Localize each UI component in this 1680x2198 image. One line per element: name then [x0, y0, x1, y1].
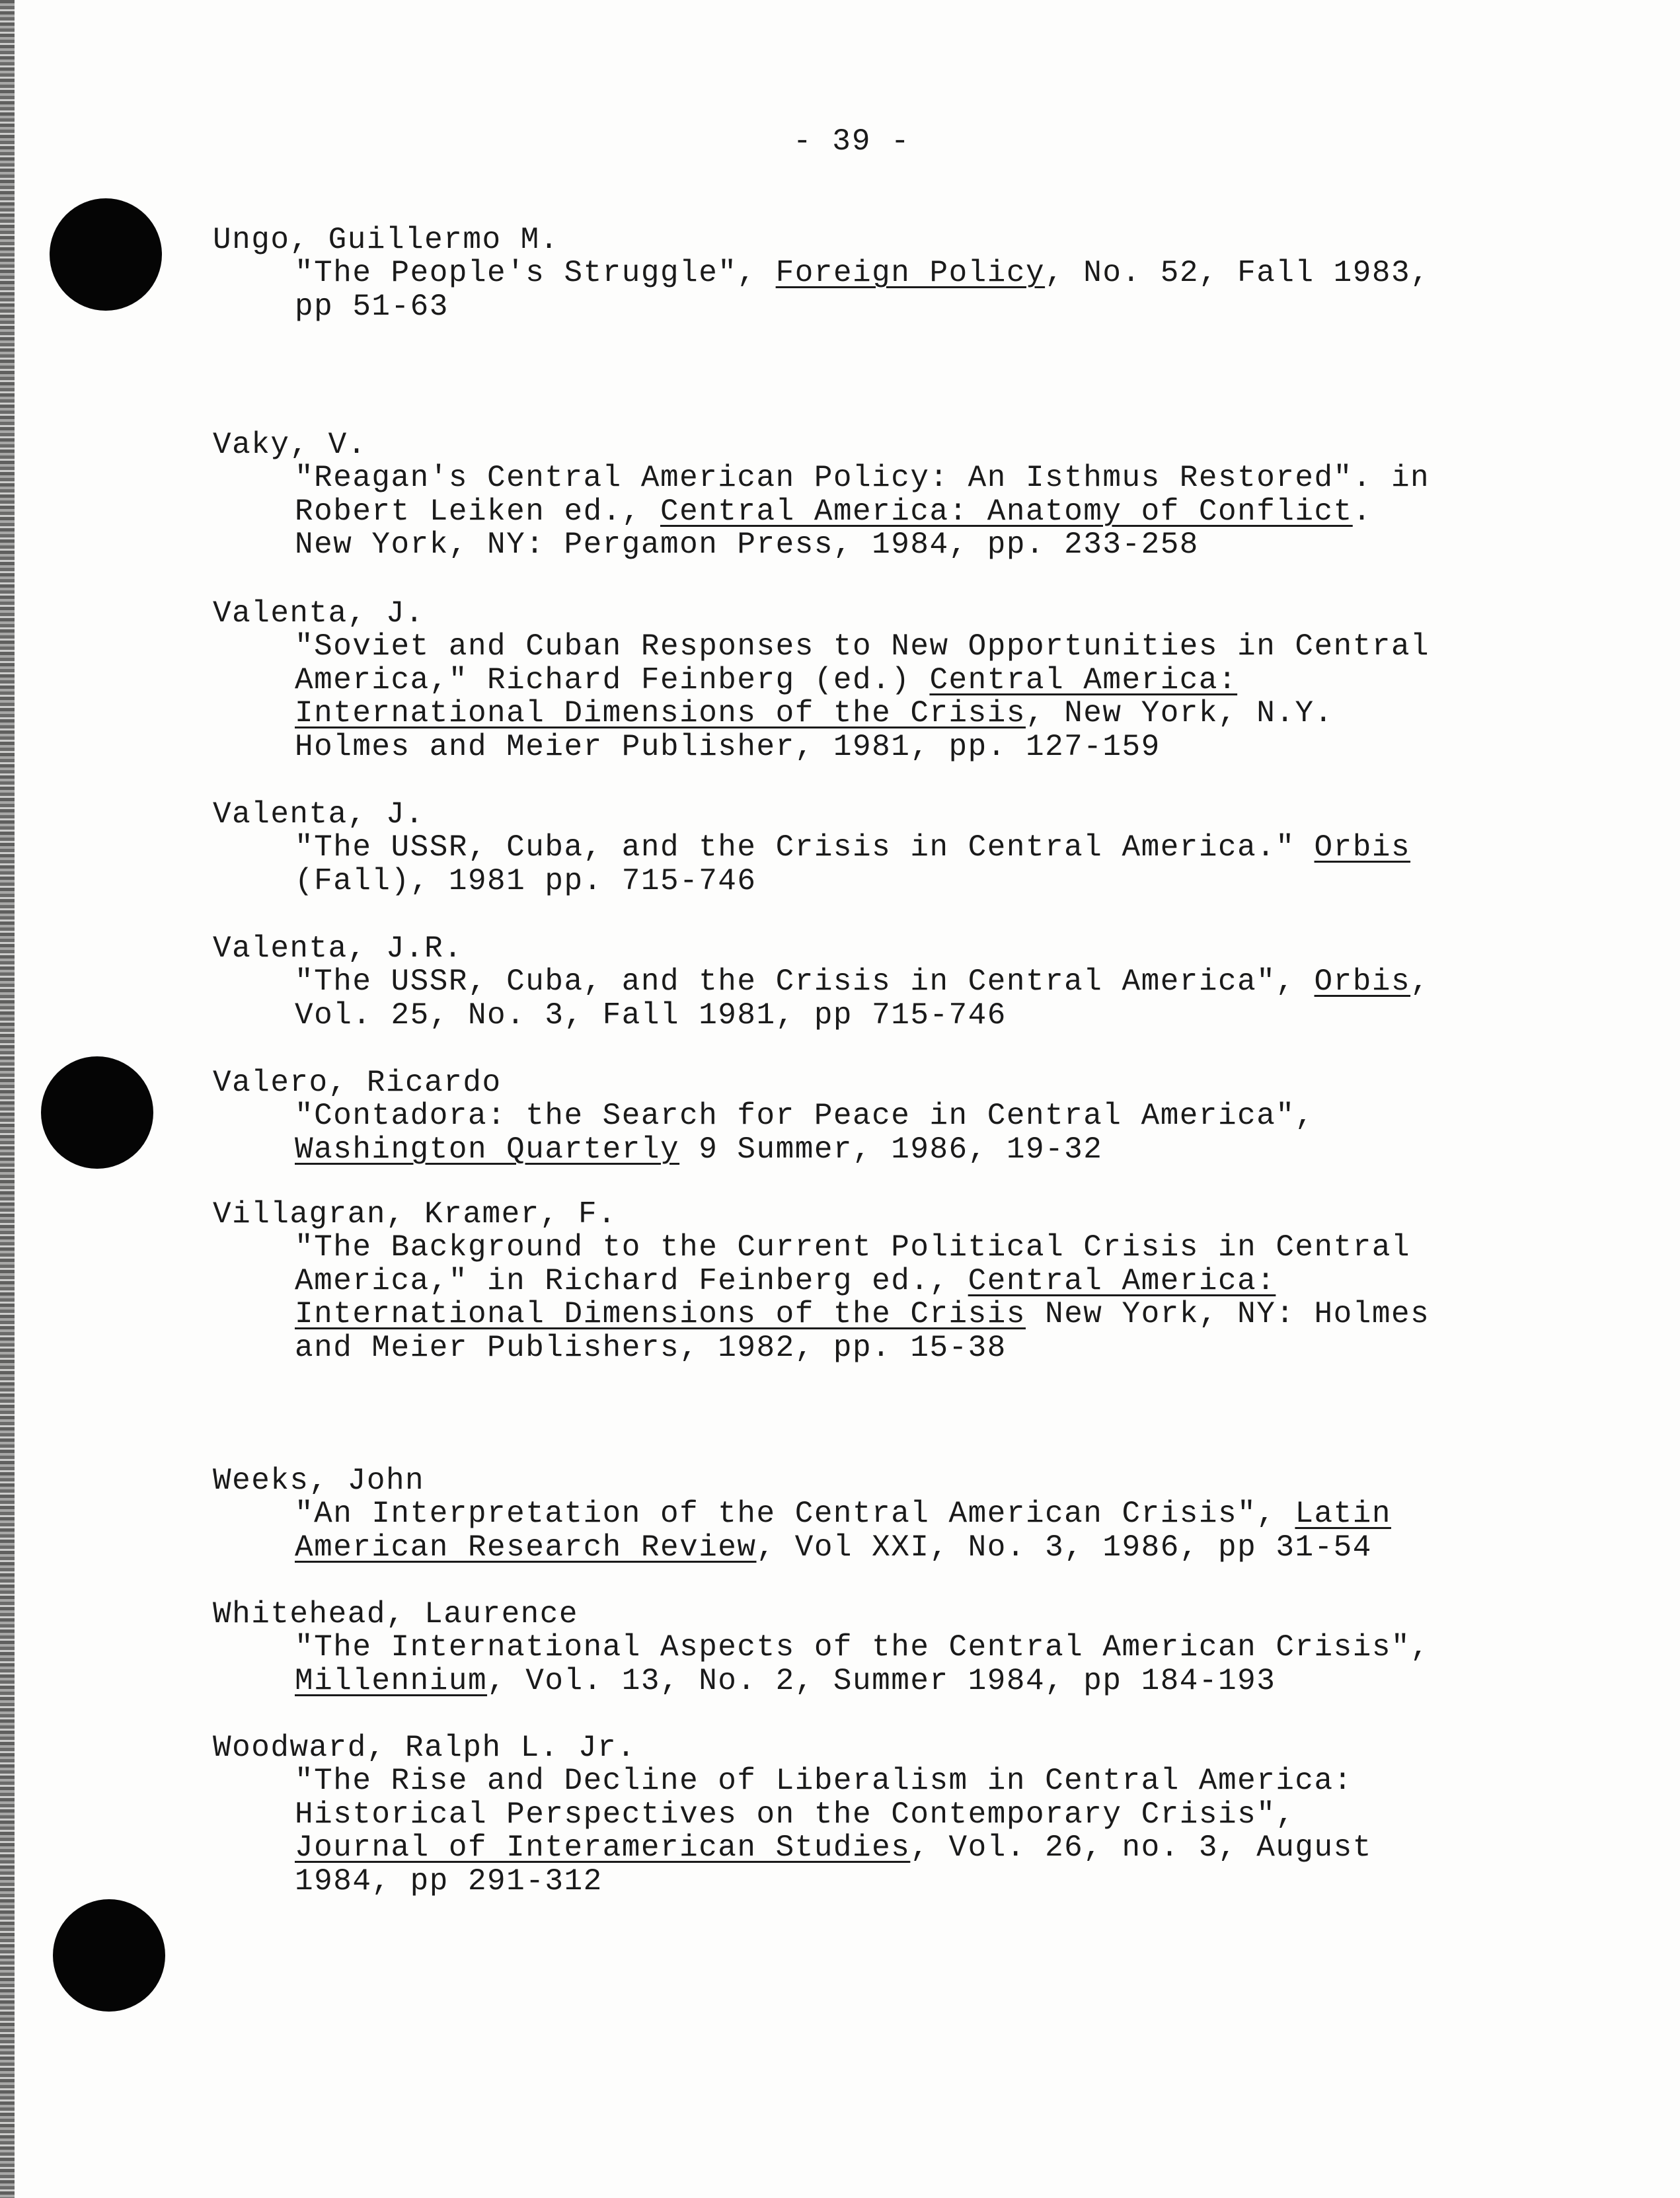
bibliography-entry: [213, 1598, 1535, 1698]
entry-author: Whitehead, Laurence: [213, 1597, 578, 1631]
entry-line: "Soviet and Cuban Responses to New Opportunities in Central: [295, 629, 1430, 664]
page-number: - 39 -: [793, 124, 911, 159]
entry-line: "The USSR, Cuba, and the Crisis in Central America", Orbis,: [295, 964, 1430, 999]
entry-line: America," Richard Feinberg (ed.) Central America:: [295, 662, 1238, 697]
entry-line: Holmes and Meier Publisher, 1981, pp. 127-159: [295, 729, 1161, 764]
entry-line: pp 51-63: [295, 289, 449, 324]
entry-line: "The Background to the Current Political Crisis in Central: [295, 1230, 1411, 1265]
entry-line: International Dimensions of the Crisis, New York, N.Y.: [295, 696, 1334, 730]
bibliography-entry: [213, 1464, 1535, 1564]
entry-line: Robert Leiken ed., Central America: Anatomy of Conflict.: [295, 494, 1372, 529]
binding-edge: [0, 0, 15, 2198]
entry-line: 1984, pp 291-312: [295, 1864, 603, 1899]
punch-hole-top: [50, 198, 162, 311]
entry-author: Ungo, Guillermo M.: [213, 223, 559, 257]
entry-line: New York, NY: Pergamon Press, 1984, pp. 233-258: [295, 528, 1199, 562]
bibliography-entry: [213, 1198, 1535, 1364]
entry-line: Washington Quarterly 9 Summer, 1986, 19-32: [295, 1132, 1103, 1167]
bibliography-entry: [213, 932, 1535, 1032]
entry-author: Valero, Ricardo: [213, 1066, 502, 1100]
entry-author: Valenta, J.: [213, 797, 425, 832]
entry-line: "An Interpretation of the Central American Crisis", Latin: [295, 1497, 1391, 1531]
entry-line: "Reagan's Central American Policy: An Isthmus Restored". in: [295, 461, 1430, 495]
entry-line: (Fall), 1981 pp. 715-746: [295, 863, 757, 898]
entry-line: International Dimensions of the Crisis New York, NY: Holmes: [295, 1297, 1430, 1331]
entry-author: Villagran, Kramer, F.: [213, 1197, 617, 1232]
entry-author: Vaky, V.: [213, 428, 367, 462]
entry-line: "The People's Struggle", Foreign Policy, No. 52, Fall 1983,: [295, 256, 1430, 290]
entry-line: "The USSR, Cuba, and the Crisis in Central America." Orbis: [295, 830, 1411, 865]
entry-author: Woodward, Ralph L. Jr.: [213, 1731, 636, 1765]
punch-hole-bottom: [53, 1899, 165, 2012]
bibliography-entry: [213, 798, 1535, 898]
entry-author: Valenta, J.R.: [213, 931, 463, 966]
entry-line: America," in Richard Feinberg ed., Central America:: [295, 1263, 1276, 1298]
bibliography-entry: [213, 428, 1535, 562]
bibliography-entry: [213, 1066, 1535, 1166]
entry-line: "The Rise and Decline of Liberalism in Central America:: [295, 1764, 1353, 1798]
entry-line: Historical Perspectives on the Contemporary Crisis",: [295, 1797, 1295, 1832]
entry-line: American Research Review, Vol XXI, No. 3, 1986, pp 31-54: [295, 1530, 1372, 1565]
entry-line: "Contadora: the Search for Peace in Central America",: [295, 1099, 1315, 1133]
entry-line: Millennium, Vol. 13, No. 2, Summer 1984, pp 184-193: [295, 1663, 1276, 1698]
entry-line: "The International Aspects of the Central American Crisis",: [295, 1630, 1430, 1665]
entry-line: Journal of Interamerican Studies, Vol. 26, no. 3, August: [295, 1830, 1372, 1865]
punch-hole-middle: [41, 1056, 153, 1169]
bibliography-entry: [213, 223, 1535, 323]
bibliography-entry: [213, 1731, 1535, 1898]
entry-author: Valenta, J.: [213, 596, 425, 631]
bibliography-entry: [213, 597, 1535, 764]
entry-line: Vol. 25, No. 3, Fall 1981, pp 715-746: [295, 998, 1007, 1033]
entry-author: Weeks, John: [213, 1464, 425, 1498]
entry-line: and Meier Publishers, 1982, pp. 15-38: [295, 1330, 1007, 1365]
